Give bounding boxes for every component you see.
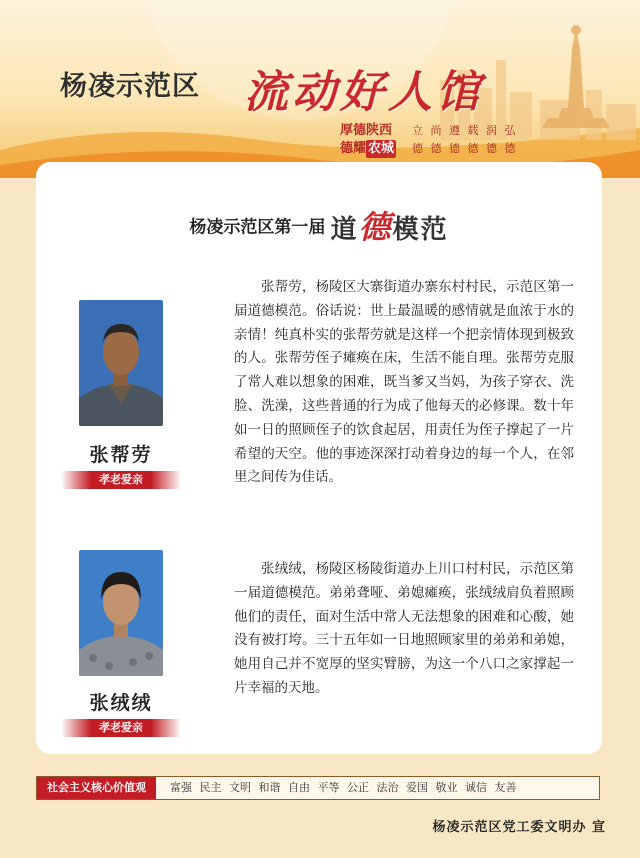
core-values-list: 富强 民主 文明 和谐 自由 平等 公正 法治 爱国 敬业 诚信 友善 (170, 781, 517, 794)
core-values-label: 社会主义核心价值观 (37, 777, 156, 799)
brand-left-title: 杨凌示范区 (60, 71, 200, 102)
content-card (36, 162, 602, 754)
slogan-row-2-prefix: 德耀 (340, 141, 367, 156)
virtues-row-1: 立 尚 遵 载 润 弘 (412, 124, 518, 137)
person-bio-1: 张帮劳，杨陵区大寨街道办寨东村村民，示范区第一届道德模范。俗话说：世上最温暖的感情就是血浓于水的亲情！纯真朴实的张帮劳就是这样一个把亲情体现到极致的人。张帮劳侄子瘫痪在床，生活不能自理。张帮劳克服了常人难以想象的困难，既当爹又当妈，为孩子穿衣、洗脸、洗澡，这些普通的行为成了他每天的必修课。数十年如一日的照顾侄子的饮食起居，用责任为侄子撑起了一片希望的天空。他的事迹深深打动着身边的每一个人，在邻里之间传为佳话。 (234, 279, 574, 486)
portrait-1-image (79, 300, 163, 426)
person-name-2: 张绒绒 (89, 692, 153, 714)
person-bio-2: 张绒绒，杨陵区杨陵街道办上川口村村民，示范区第一届道德模范。弟弟聋哑、弟媳瘫痪，张绒绒肩负着照顾他们的责任，面对生活中常人无法想象的困难和心酸，她没有被打垮。三十五年如一日地照顾家里的弟弟和弟媳，她用自己并不宽厚的坚实臂膀，为这一个八口之家撑起一片幸福的天地。 (234, 561, 574, 696)
person-tag-1: 孝老爱亲 (61, 471, 181, 489)
brand-right-title: 流动好人馆 (244, 67, 484, 118)
virtues-row-2: 德 德 德 德 德 德 (412, 142, 518, 155)
core-values-bar (36, 776, 600, 800)
slogan-row-1: 厚德陕西 (340, 123, 393, 138)
section-title-char-1: 道 (330, 215, 359, 245)
virtues-box (412, 122, 517, 158)
portrait-2-image (79, 550, 163, 676)
header-banner (0, 0, 640, 178)
portrait-photo-2 (79, 550, 163, 676)
section-title (36, 202, 602, 248)
section-title-char-2: 德 (358, 208, 393, 246)
slogan-row-2 (340, 140, 396, 158)
section-title-prefix: 杨凌示范区第一届 (189, 217, 326, 238)
section-title-fancy (330, 208, 449, 246)
footer-credit: 杨凌示范区党工委文明办 宣 (432, 820, 606, 835)
slogan-row-2-highlight: 农城 (368, 141, 395, 156)
slogan-box (340, 122, 396, 158)
section-title-char-3: 模 (392, 215, 421, 245)
person-name-1: 张帮劳 (89, 444, 153, 466)
portrait-photo-1 (79, 300, 163, 426)
section-title-char-4: 范 (420, 215, 449, 245)
person-tag-2: 孝老爱亲 (61, 719, 181, 737)
